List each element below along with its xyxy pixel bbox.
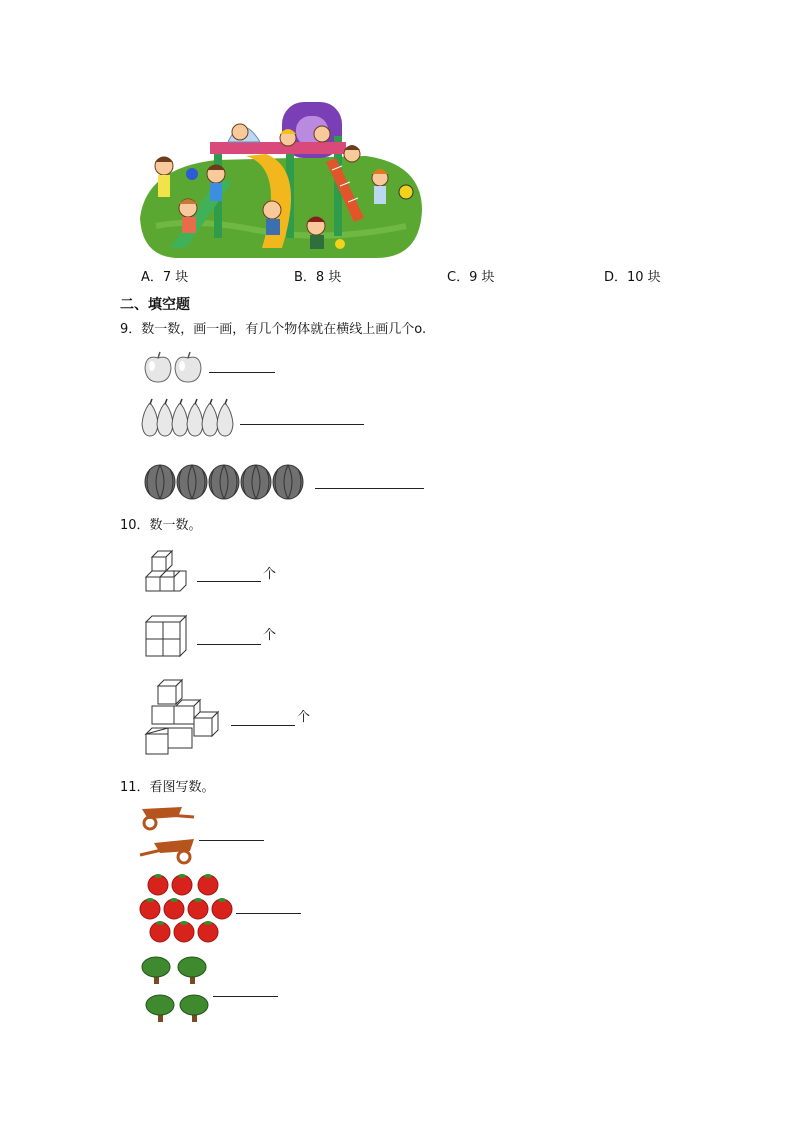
tree-icon xyxy=(178,957,206,984)
wheelbarrow-icon xyxy=(142,807,194,829)
pumpkin-icon xyxy=(145,465,175,499)
tree-icon xyxy=(142,957,170,984)
q9-blank-1[interactable] xyxy=(209,372,275,373)
wheelbarrow-icon xyxy=(140,839,194,863)
q9-apples xyxy=(142,350,206,384)
pumpkin-icon xyxy=(241,465,271,499)
q9-pears xyxy=(140,398,240,438)
option-b[interactable]: B．8 块 xyxy=(294,270,342,285)
cube-figure-3 xyxy=(142,678,224,758)
cube-figure-1 xyxy=(142,549,192,599)
q9-blank-2[interactable] xyxy=(240,424,364,425)
apple-icon xyxy=(145,352,171,382)
q10-blank-1[interactable] xyxy=(197,581,261,582)
apple-icon xyxy=(175,352,201,382)
q11-blank-3[interactable] xyxy=(213,996,278,997)
q10-unit-3: 个 xyxy=(297,710,311,725)
q11-tomatoes xyxy=(138,872,238,944)
q11-blank-2[interactable] xyxy=(236,913,301,914)
pumpkin-icon xyxy=(177,465,207,499)
pumpkin-icon xyxy=(209,465,239,499)
q9-text: 9．数一数，画一画，有几个物体就在横线上画几个o. xyxy=(120,322,427,337)
q10-blank-3[interactable] xyxy=(231,725,295,726)
q11-text: 11．看图写数。 xyxy=(120,780,215,795)
q10-unit-1: 个 xyxy=(263,567,277,582)
section-title: 二、填空题 xyxy=(120,297,190,313)
tree-icon xyxy=(180,995,208,1022)
q9-blank-3[interactable] xyxy=(315,488,424,489)
q11-wheelbarrows xyxy=(138,803,198,865)
option-c[interactable]: C．9 块 xyxy=(447,270,495,285)
option-d[interactable]: D．10 块 xyxy=(604,270,661,285)
q10-unit-2: 个 xyxy=(263,628,277,643)
q11-blank-1[interactable] xyxy=(199,840,264,841)
q9-pumpkins xyxy=(144,461,306,501)
q10-text: 10．数一数。 xyxy=(120,518,202,533)
option-a[interactable]: A．7 块 xyxy=(141,270,189,285)
pumpkin-icon xyxy=(273,465,303,499)
tree-icon xyxy=(146,995,174,1022)
q10-blank-2[interactable] xyxy=(197,644,261,645)
cube-figure-2 xyxy=(142,612,192,662)
playground-illustration xyxy=(136,98,426,260)
q11-trees xyxy=(140,954,212,1026)
